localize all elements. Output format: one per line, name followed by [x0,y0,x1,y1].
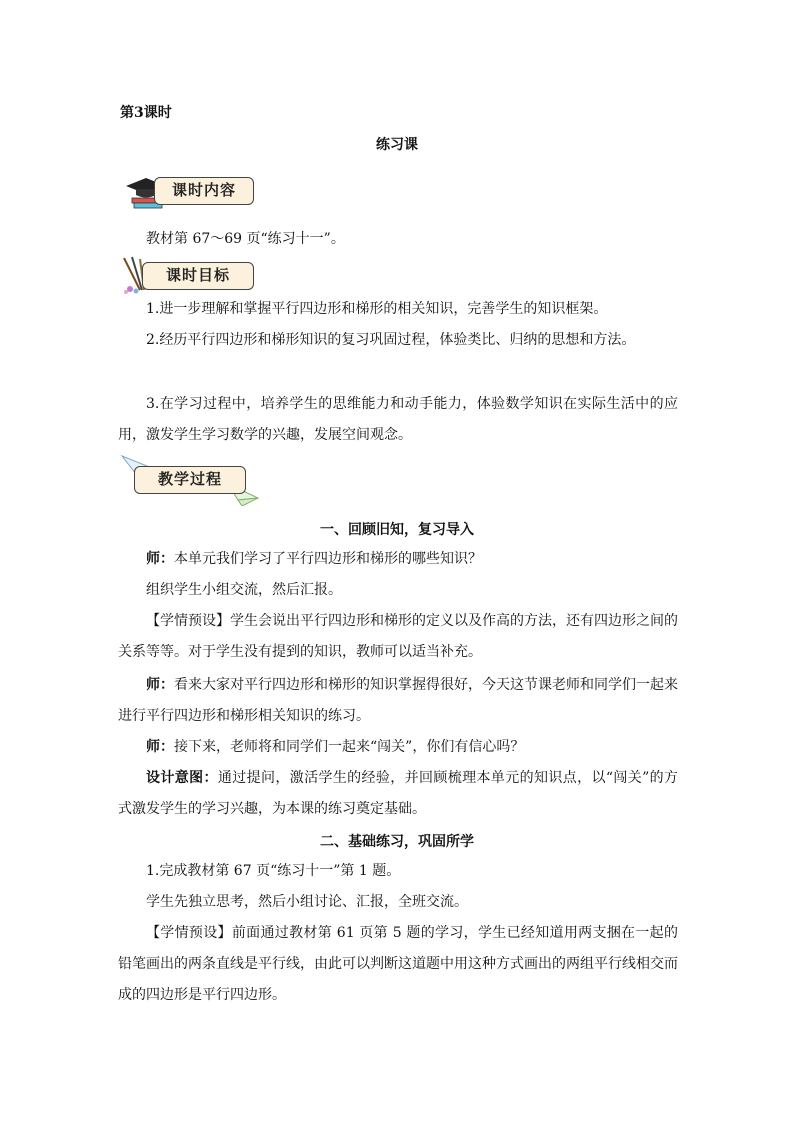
goals-section-badge [118,256,258,296]
design-intent-label: 设计意图： [146,770,218,786]
part1-heading: 一、回顾旧知，复习导入 [320,522,474,538]
content-badge-label: 课时内容 [154,177,254,205]
part1-paragraph-2: 组织学生小组交流，然后汇报。 [146,582,342,598]
part2-paragraph-2: 学生先独立思考，然后小组讨论、汇报，全班交流。 [146,894,468,910]
teacher-label: 师： [146,739,174,755]
part1-p6-text: 通过提问，激活学生的经验，并回顾梳理本单元的知识点，以“闯关”的方式激发学生的学习兴趣，为本课的练习奠定基础。 [118,770,678,817]
lesson-number: 第3课时 [120,105,172,121]
part2-paragraph-3 [118,918,678,1011]
goal-item-2: 2.经历平行四边形和梯形知识的复习巩固过程，体验类比、归纳的思想和方法。 [146,332,636,348]
goals-badge-label: 课时目标 [142,262,254,290]
content-text: 教材第 67～69 页“练习十一”。 [146,231,345,247]
part2-p3-text: 前面通过教材第 61 页第 5 题的学习，学生已经知道用两支捆在一起的铅笔画出的两条直线是平行线，由此可以判断这道题中用这种方式画出的两组平行线相交而成的四边形是平行四边形。 [118,925,678,1003]
part1-p4-text: 看来大家对平行四边形和梯形的知识掌握得很好，今天这节课老师和同学们一起来进行平行四边形和梯形相关知识的练习。 [118,677,678,724]
goal-item-1: 1.进一步理解和掌握平行四边形和梯形的相关知识，完善学生的知识框架。 [146,301,608,317]
content-section-badge [122,172,262,212]
part2-paragraph-1: 1.完成教材第 67 页“练习十一”第 1 题。 [146,863,401,879]
process-badge-label: 教学过程 [134,466,246,494]
part1-p5-text: 接下来，老师将和同学们一起来“闯关”，你们有信心吗？ [174,739,525,755]
teacher-label: 师： [146,677,174,693]
part1-p1-text: 本单元我们学习了平行四边形和梯形的哪些知识？ [174,551,482,567]
teacher-label: 师： [146,551,174,567]
prediction-label: 【学情预设】 [146,613,230,629]
part1-paragraph-1 [118,544,678,575]
part1-paragraph-3 [118,606,678,668]
part1-paragraph-4 [118,670,678,732]
page-title: 练习课 [376,137,418,153]
prediction-label: 【学情预设】 [146,925,232,941]
goal-item-3: 3.在学习过程中，培养学生的思维能力和动手能力，体验数学知识在实际生活中的应用，激发学生学习数学的兴趣，发展空间观念。 [118,396,678,443]
part1-paragraph-6 [118,763,678,825]
part1-p3-text: 学生会说出平行四边形和梯形的定义以及作高的方法，还有四边形之间的关系等等。对于学生没有提到的知识，教师可以适当补充。 [118,613,678,660]
part1-paragraph-5 [118,732,678,763]
process-section-badge [118,452,264,506]
part2-heading: 二、基础练习，巩固所学 [320,834,474,850]
